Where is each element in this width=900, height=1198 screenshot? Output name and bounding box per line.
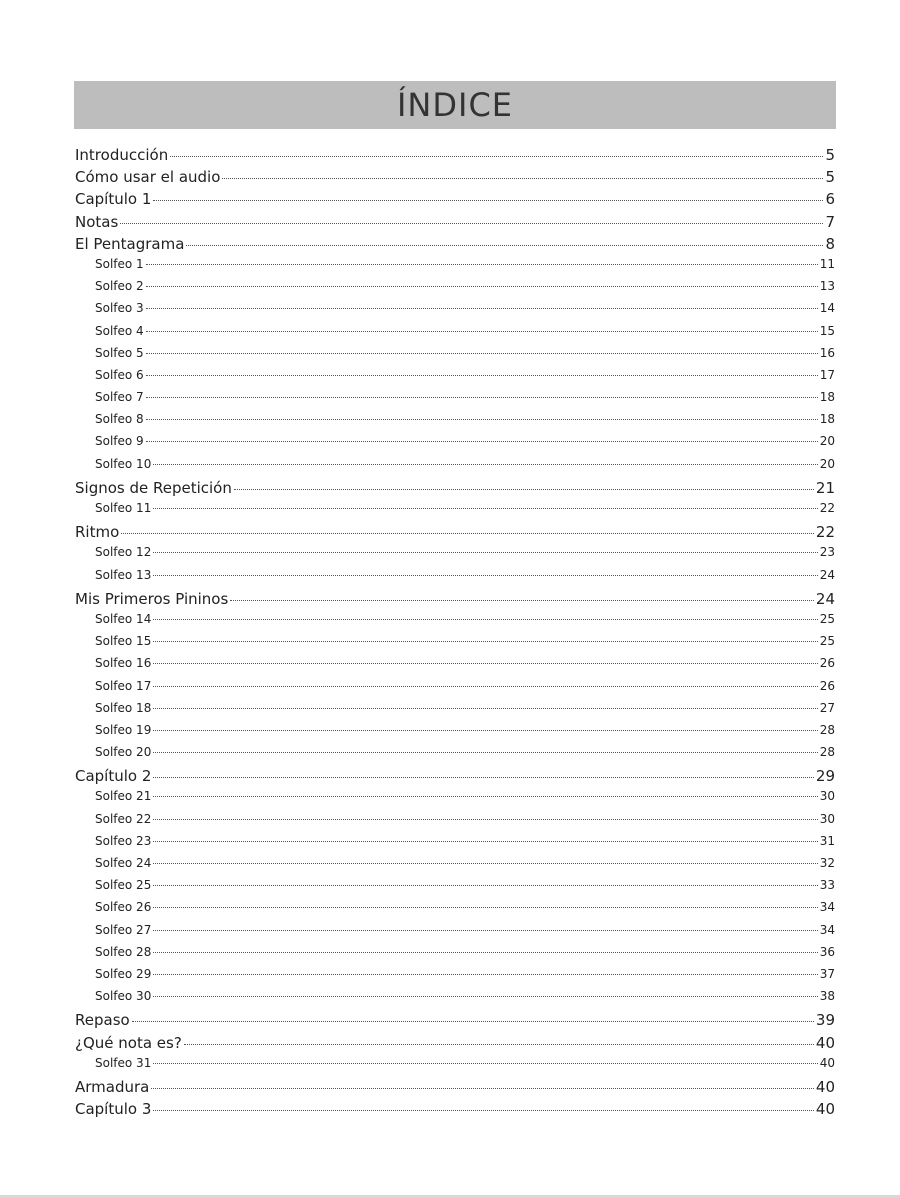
toc-subentry[interactable]: [75, 679, 835, 701]
toc-entry-label: Mis Primeros Pininos: [75, 589, 229, 608]
toc-entry[interactable]: [75, 168, 835, 190]
toc-subentry[interactable]: [75, 878, 835, 900]
toc-entry-page: 20: [819, 456, 835, 471]
dot-leader: [153, 686, 817, 687]
dot-leader: [153, 885, 817, 886]
dot-leader: [120, 223, 823, 224]
dot-leader: [146, 308, 818, 309]
toc-entry-label: Repaso: [75, 1011, 130, 1030]
toc-subentry[interactable]: [75, 923, 835, 945]
toc-subentry[interactable]: [75, 967, 835, 989]
toc-entry[interactable]: [75, 190, 835, 212]
dot-leader: [153, 819, 817, 820]
toc-entry-page: 22: [819, 501, 835, 515]
toc-subentry[interactable]: [75, 945, 835, 967]
dot-leader: [153, 952, 817, 953]
toc-subentry[interactable]: [75, 346, 835, 368]
dot-leader: [222, 178, 823, 179]
toc-subentry[interactable]: [75, 900, 835, 922]
toc-entry-label: Solfeo 30: [95, 989, 152, 1004]
toc-entry-page: 40: [815, 1033, 835, 1052]
dot-leader: [153, 464, 817, 465]
toc-entry-label: Signos de Repetición: [75, 478, 232, 497]
toc-entry-label: Notas: [75, 212, 119, 231]
toc-subentry[interactable]: [75, 457, 835, 479]
toc-entry-page: 28: [819, 722, 835, 737]
toc-entry-page: 8: [825, 234, 835, 253]
toc-entry-label: ¿Qué nota es?: [75, 1033, 182, 1052]
dot-leader: [186, 245, 823, 246]
toc-entry-label: Solfeo 17: [95, 678, 152, 693]
dot-leader: [146, 353, 818, 354]
toc-subentry[interactable]: [75, 723, 835, 745]
toc-entry-label: Solfeo 25: [95, 878, 152, 893]
index-title-bar: [74, 81, 836, 129]
toc-entry-page: 23: [819, 545, 835, 560]
toc-entry[interactable]: [75, 1078, 835, 1100]
dot-leader: [153, 777, 814, 778]
toc-entry-page: 31: [819, 833, 835, 848]
toc-entry-label: Introducción: [75, 146, 169, 164]
toc-entry-page: 27: [819, 700, 835, 715]
dot-leader: [230, 600, 814, 601]
toc-entry-page: 18: [819, 390, 835, 405]
toc-entry-label: Solfeo 19: [95, 722, 152, 737]
dot-leader: [146, 441, 818, 442]
toc-entry-label: Capítulo 1: [75, 190, 152, 209]
toc-entry-page: 40: [819, 1055, 835, 1070]
dot-leader: [170, 156, 823, 157]
toc-entry-label: Solfeo 26: [95, 900, 152, 915]
toc-entry-page: 33: [819, 878, 835, 893]
dot-leader: [153, 641, 817, 642]
toc-subentry[interactable]: [75, 301, 835, 323]
toc-entry-page: 34: [819, 922, 835, 937]
table-of-contents: [75, 146, 835, 1122]
toc-entry-page: 37: [819, 966, 835, 981]
toc-entry-label: Capítulo 2: [75, 767, 152, 786]
toc-entry-page: 17: [819, 367, 835, 382]
toc-entry-label: Solfeo 28: [95, 944, 152, 959]
toc-subentry[interactable]: [75, 434, 835, 456]
toc-entry[interactable]: [75, 767, 835, 789]
toc-entry[interactable]: [75, 213, 835, 235]
toc-entry-page: 21: [815, 478, 835, 497]
dot-leader: [153, 619, 817, 620]
toc-entry-page: 26: [819, 678, 835, 693]
toc-subentry[interactable]: [75, 856, 835, 878]
toc-entry[interactable]: [75, 146, 835, 168]
dot-leader: [146, 331, 818, 332]
toc-subentry[interactable]: [75, 368, 835, 390]
dot-leader: [151, 1088, 814, 1089]
toc-subentry[interactable]: [75, 279, 835, 301]
toc-entry-label: Solfeo 22: [95, 811, 152, 826]
toc-entry-page: 13: [819, 279, 835, 294]
toc-entry-label: Solfeo 31: [95, 1055, 152, 1070]
toc-entry-label: Solfeo 16: [95, 656, 152, 671]
toc-entry-page: 25: [819, 634, 835, 649]
dot-leader: [153, 730, 817, 731]
toc-subentry[interactable]: [75, 501, 835, 523]
dot-leader: [146, 375, 818, 376]
toc-entry-label: Solfeo 27: [95, 922, 152, 937]
toc-entry-page: 29: [815, 767, 835, 786]
toc-entry-page: 28: [819, 745, 835, 760]
dot-leader: [153, 796, 817, 797]
toc-entry-label: Solfeo 11: [95, 501, 152, 515]
toc-entry-page: 34: [819, 900, 835, 915]
toc-entry-page: 18: [819, 412, 835, 427]
toc-entry-label: Solfeo 13: [95, 567, 152, 582]
toc-entry-page: 15: [819, 323, 835, 338]
toc-subentry[interactable]: [75, 568, 835, 590]
dot-leader: [153, 663, 817, 664]
toc-subentry[interactable]: [75, 745, 835, 767]
toc-entry-page: 5: [825, 146, 835, 164]
toc-entry-page: 14: [819, 301, 835, 316]
dot-leader: [153, 930, 817, 931]
dot-leader: [153, 508, 817, 509]
toc-entry-page: 6: [825, 190, 835, 209]
toc-entry-label: Solfeo 24: [95, 856, 152, 870]
toc-entry[interactable]: [75, 1100, 835, 1122]
toc-entry-page: 25: [819, 611, 835, 626]
toc-entry-page: 24: [815, 589, 835, 608]
toc-entry-label: Solfeo 29: [95, 966, 152, 981]
toc-entry-label: Solfeo 8: [95, 412, 144, 427]
toc-subentry[interactable]: [75, 812, 835, 834]
toc-entry-page: 30: [819, 789, 835, 804]
toc-subentry[interactable]: [75, 257, 835, 279]
toc-entry-label: Ritmo: [75, 523, 120, 542]
dot-leader: [132, 1021, 814, 1022]
toc-subentry[interactable]: [75, 701, 835, 723]
toc-entry-label: Solfeo 10: [95, 456, 152, 471]
toc-entry-page: 16: [819, 345, 835, 360]
dot-leader: [153, 907, 817, 908]
toc-entry-label: Solfeo 2: [95, 279, 144, 294]
toc-entry-label: El Pentagrama: [75, 234, 185, 253]
toc-entry[interactable]: [75, 479, 835, 501]
toc-entry-page: 40: [815, 1077, 835, 1096]
toc-entry-label: Solfeo 20: [95, 745, 152, 760]
toc-entry-label: Solfeo 14: [95, 611, 152, 626]
dot-leader: [153, 752, 817, 753]
toc-entry-page: 11: [819, 256, 835, 271]
toc-entry-label: Cómo usar el audio: [75, 168, 221, 187]
dot-leader: [153, 863, 817, 864]
toc-entry-page: 5: [825, 168, 835, 187]
toc-subentry[interactable]: [75, 789, 835, 811]
toc-subentry[interactable]: [75, 545, 835, 567]
toc-subentry[interactable]: [75, 390, 835, 412]
dot-leader: [153, 974, 817, 975]
toc-entry-page: 39: [815, 1011, 835, 1030]
dot-leader: [121, 533, 814, 534]
dot-leader: [146, 264, 818, 265]
toc-entry-page: 40: [815, 1100, 835, 1119]
dot-leader: [153, 1110, 814, 1111]
dot-leader: [184, 1044, 814, 1045]
toc-entry[interactable]: [75, 235, 835, 257]
dot-leader: [153, 1063, 817, 1064]
toc-entry-label: Solfeo 18: [95, 700, 152, 715]
dot-leader: [146, 397, 818, 398]
index-title: ÍNDICE: [396, 86, 513, 124]
toc-subentry[interactable]: [75, 634, 835, 656]
toc-subentry[interactable]: [75, 612, 835, 634]
toc-entry-page: 26: [819, 656, 835, 671]
toc-subentry[interactable]: [75, 834, 835, 856]
dot-leader: [153, 552, 817, 553]
dot-leader: [153, 200, 823, 201]
toc-entry-label: Solfeo 15: [95, 634, 152, 649]
dot-leader: [153, 996, 817, 997]
dot-leader: [153, 708, 817, 709]
toc-entry-label: Solfeo 9: [95, 434, 144, 449]
dot-leader: [153, 841, 817, 842]
toc-entry-page: 22: [815, 523, 835, 542]
toc-entry-page: 36: [819, 944, 835, 959]
toc-entry-label: Solfeo 23: [95, 833, 152, 848]
toc-subentry[interactable]: [75, 656, 835, 678]
toc-entry-page: 32: [819, 856, 835, 870]
toc-entry-label: Solfeo 6: [95, 367, 144, 382]
toc-entry-label: Solfeo 3: [95, 301, 144, 316]
toc-subentry[interactable]: [75, 412, 835, 434]
dot-leader: [146, 419, 818, 420]
toc-entry-label: Solfeo 4: [95, 323, 144, 338]
toc-entry-label: Solfeo 12: [95, 545, 152, 560]
toc-entry-label: Solfeo 21: [95, 789, 152, 804]
toc-entry-page: 38: [819, 989, 835, 1004]
toc-entry-label: Solfeo 1: [95, 256, 144, 271]
toc-entry-page: 30: [819, 811, 835, 826]
toc-subentry[interactable]: [75, 1056, 835, 1078]
toc-entry[interactable]: [75, 590, 835, 612]
toc-entry-page: 24: [819, 567, 835, 582]
toc-subentry[interactable]: [75, 989, 835, 1011]
toc-entry-page: 20: [819, 434, 835, 449]
toc-entry[interactable]: [75, 1011, 835, 1033]
toc-entry-label: Solfeo 5: [95, 345, 144, 360]
dot-leader: [146, 286, 818, 287]
dot-leader: [234, 489, 814, 490]
toc-entry[interactable]: [75, 1034, 835, 1056]
toc-entry-label: Armadura: [75, 1077, 150, 1096]
toc-entry[interactable]: [75, 523, 835, 545]
toc-subentry[interactable]: [75, 324, 835, 346]
dot-leader: [153, 575, 817, 576]
toc-entry-label: Capítulo 3: [75, 1100, 152, 1119]
toc-entry-page: 7: [825, 212, 835, 231]
toc-entry-label: Solfeo 7: [95, 390, 144, 405]
